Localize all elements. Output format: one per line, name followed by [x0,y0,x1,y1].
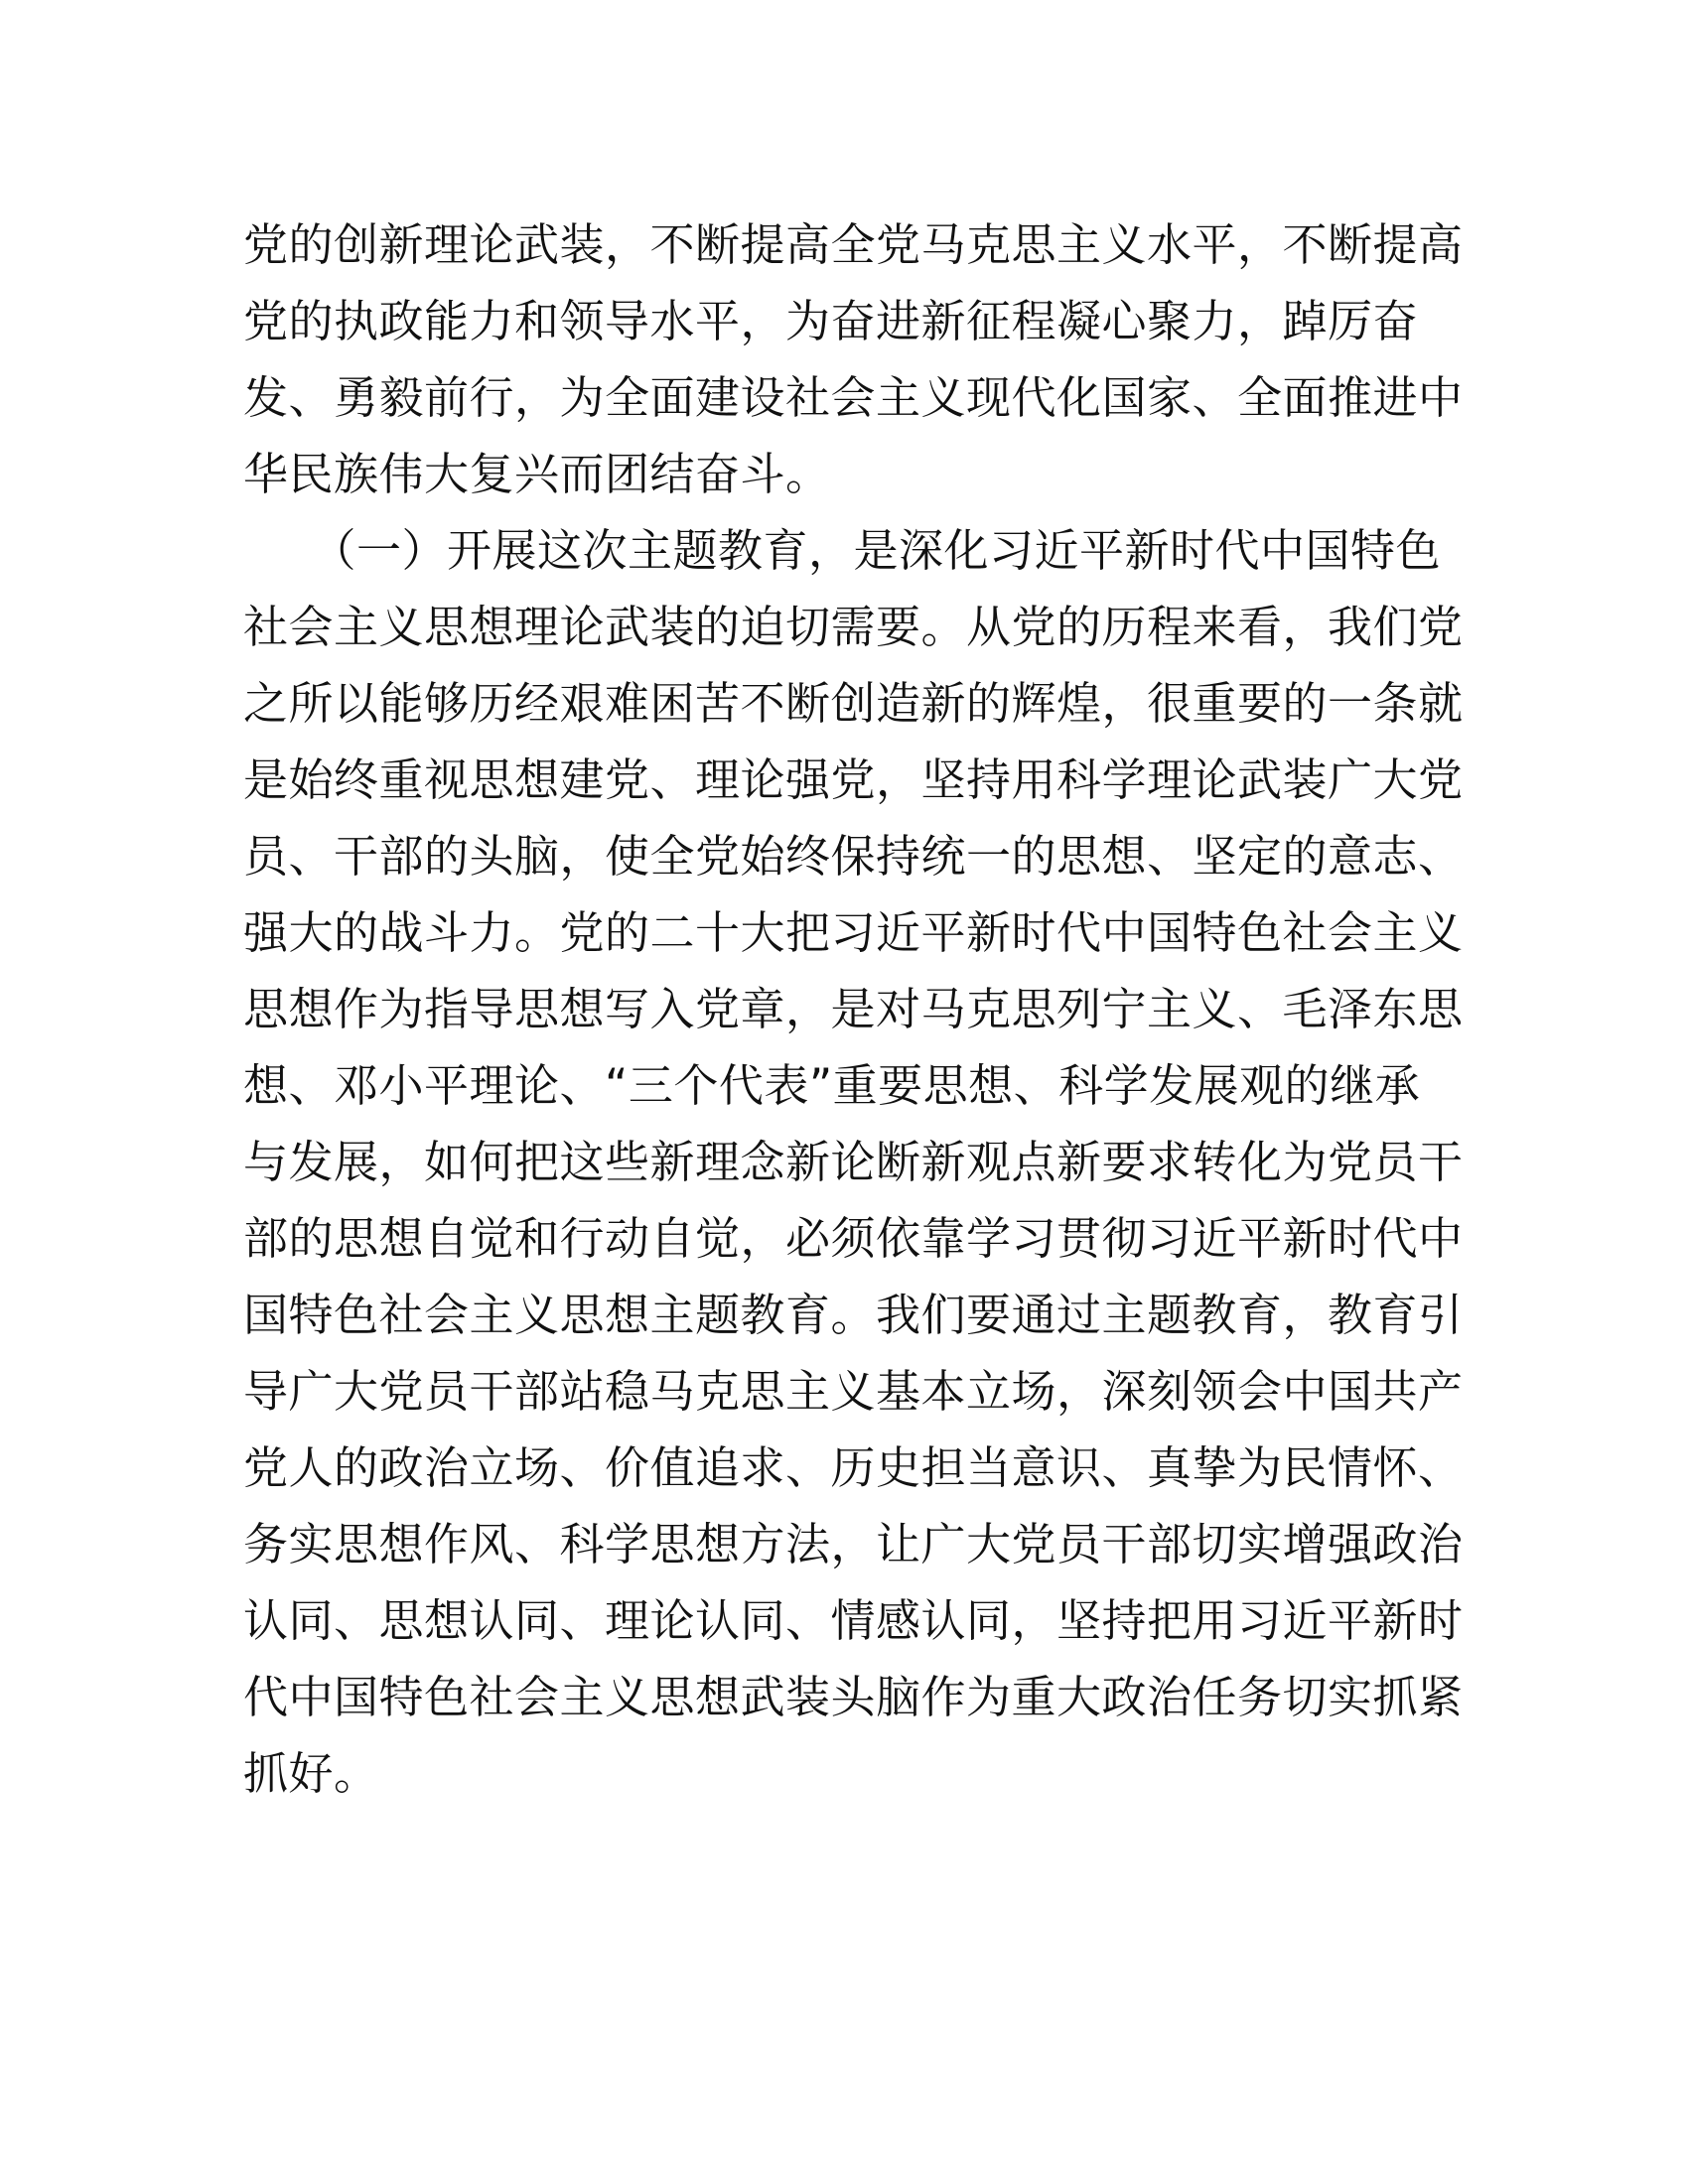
text-line: 抓好。 [243,1747,379,1800]
body-text [243,206,1464,1812]
paragraph-2 [243,512,1464,1812]
text-line: 党人的政治立场、价值追求、历史担当意识、真挚为民情怀、 [243,1441,1464,1494]
text-line: 认同、思想认同、理论认同、情感认同，坚持把用习近平新时 [243,1594,1464,1647]
text-line: 导广大党员干部站稳马克思主义基本立场，深刻领会中国共产 [243,1365,1464,1418]
text-line: 党的执政能力和领导水平，为奋进新征程凝心聚力，踔厉奋 [243,295,1419,347]
paragraph-1 [243,206,1464,512]
text-line: 党的创新理论武装，不断提高全党马克思主义水平，不断提高 [243,218,1464,271]
text-line: 思想作为指导思想写入党章，是对马克思列宁主义、毛泽东思 [243,983,1464,1035]
text-line: 华民族伟大复兴而团结奋斗。 [243,448,831,500]
text-line: 代中国特色社会主义思想武装头脑作为重大政治任务切实抓紧 [243,1671,1464,1723]
text-line: 社会主义思想理论武装的迫切需要。从党的历程来看，我们党 [243,601,1464,653]
text-line: 是始终重视思想建党、理论强党，坚持用科学理论武装广大党 [243,753,1464,806]
text-line: 务实思想作风、科学思想方法，让广大党员干部切实增强政治 [243,1518,1464,1570]
text-line: （一）开展这次主题教育，是深化习近平新时代中国特色 [243,524,1442,577]
text-line: 员、干部的头脑，使全党始终保持统一的思想、坚定的意志、 [243,830,1464,883]
text-line: 发、勇毅前行，为全面建设社会主义现代化国家、全面推进中 [243,371,1464,424]
text-line: 之所以能够历经艰难困苦不断创造新的辉煌，很重要的一条就 [243,677,1464,730]
text-line: 部的思想自觉和行动自觉，必须依靠学习贯彻习近平新时代中 [243,1212,1464,1265]
text-line: 国特色社会主义思想主题教育。我们要通过主题教育，教育引 [243,1289,1464,1341]
text-line: 想、邓小平理论、“三个代表”重要思想、科学发展观的继承 [243,1059,1421,1112]
text-line: 强大的战斗力。党的二十大把习近平新时代中国特色社会主义 [243,906,1464,959]
text-line: 与发展，如何把这些新理念新论断新观点新要求转化为党员干 [243,1136,1464,1188]
